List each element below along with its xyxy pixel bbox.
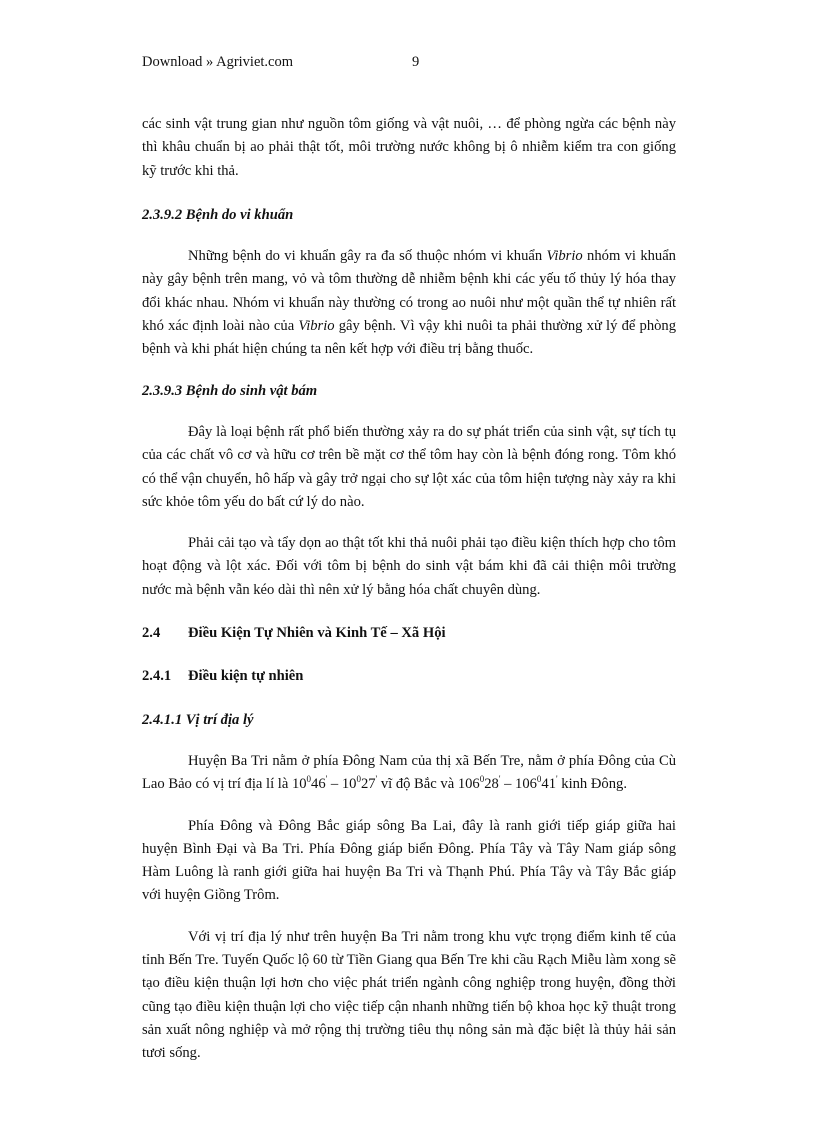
heading-2-3-9-2: 2.3.9.2 Bệnh do vi khuẩn	[142, 206, 294, 223]
paragraph-location	[142, 750, 676, 797]
species-name: Vibrio	[298, 318, 335, 335]
paragraph-borders: Phía Đông và Đông Bắc giáp sông Ba Lai, đây là ranh giới tiếp giáp giữa hai huyện Bình Đại và Ba Tri. Phía Đông giáp biển Đông. Phía Tây và Tây Nam giáp sông Hàm Luông là ranh giới giữa hai huyện Ba Tri và Thạnh Phú. Phía Tây và Tây Bắc giáp với huyện Giồng Trôm.	[142, 817, 676, 904]
heading-2-4	[142, 622, 676, 645]
text-run: gây bệnh. Vì vậy khi nuôi ta phải thường xử lý để phòng bệnh và khi phát hiện chúng ta nên kết hợp với điều trị bằng thuốc.	[142, 318, 677, 358]
heading-2-4-1	[142, 665, 676, 688]
paragraph-fouling-a: Đây là loại bệnh rất phổ biến thường xảy ra do sự phát triển của sinh vật, sự tích tụ của các chất vô cơ và hữu cơ trên bề mặt cơ thể tôm hay còn là bệnh đóng rong. Tôm khó có thể vận chuyển, hô hấp và gây trở ngại cho sự lột xác của tôm hiện tượng này xảy ra khi sức khỏe tôm yếu do bất cứ lý do nào.	[142, 423, 676, 510]
species-name: Vibrio	[546, 248, 583, 265]
heading-2-4-1-1: 2.4.1.1 Vị trí địa lý	[142, 711, 254, 728]
paragraph-intro: các sinh vật trung gian như nguồn tôm giống và vật nuôi, … để phòng ngừa các bệnh này thì khâu chuẩn bị ao phải thật tốt, môi trường nước không bị ô nhiễm kiểm tra con giống kỹ trước khi thả.	[142, 116, 676, 179]
text-run: – 106	[500, 776, 537, 793]
page-content	[142, 113, 676, 1084]
text-run: Huyện Ba Tri nằm ở phía Đông Nam của thị xã Bến Tre, nằm ở phía Đông của Cù Lao Bảo có vị trí địa lí là 10	[142, 752, 676, 793]
header-source: Download » Agriviet.com	[142, 54, 294, 70]
text-run: nhóm vi khuẩn này gây bệnh trên mang, vỏ và tôm thường dễ nhiễm bệnh khi các yếu tố thủy lý hóa thay đổi khác nhau. Nhóm vi khuẩn này thường có trong ao nuôi như một quần thể tự nhiên rất khó xác định loài nào của	[142, 248, 676, 335]
section-number: 2.4.1	[142, 668, 172, 685]
text-run: 28	[484, 776, 499, 793]
text-run: 27	[360, 776, 376, 793]
degree-sup: 0	[306, 774, 312, 785]
section-title: Điều Kiện Tự Nhiên và Kinh Tế – Xã Hội	[188, 625, 446, 642]
degree-sup: 0	[536, 774, 542, 785]
degree-sup: 0	[479, 774, 485, 785]
page-header	[142, 52, 672, 72]
text-run: Những bệnh do vi khuẩn gây ra đa số thuộc nhóm vi khuẩn	[188, 248, 547, 265]
paragraph-fouling-b: Phải cải tạo và tẩy dọn ao thật tốt khi thả nuôi phải tạo điều kiện thích hợp cho tôm hoạt động và lột xác. Đối với tôm bị bệnh do sinh vật bám khi đã cải thiện môi trường nước mà bệnh vẫn kéo dài thì nên xử lý bằng hóa chất chuyên dùng.	[142, 535, 676, 598]
page-number: 9	[412, 54, 420, 70]
text-run: vĩ độ Bắc và 106	[377, 776, 480, 793]
text-run: kinh Đông.	[557, 776, 627, 793]
paragraph-bacteria	[142, 245, 676, 361]
section-number: 2.4	[142, 625, 161, 642]
section-title: Điều kiện tự nhiên	[188, 668, 304, 685]
paragraph-economy: Với vị trí địa lý như trên huyện Ba Tri nằm trong khu vực trọng điểm kinh tế của tỉnh Bến Tre. Tuyến Quốc lộ 60 từ Tiền Giang qua Bến Tre khi cầu Rạch Miễu làm xong sẽ tạo điều kiện thuận lợi hơn cho việc phát triển ngành công nghiệp trong huyện, đồng thời cũng tạo điều kiện thuận lợi cho việc tiếp cận nhanh những tiến bộ khoa học kỹ thuật trong sản xuất nông nghiệp và mở rộng thị trường tiêu thụ nông sản mà đặc biệt là thủy hải sản tươi sống.	[142, 928, 676, 1062]
text-run: 46	[311, 776, 326, 793]
prime-sup: '	[498, 774, 501, 785]
prime-sup: '	[556, 774, 558, 785]
heading-2-3-9-3: 2.3.9.3 Bệnh do sinh vật bám	[142, 382, 318, 399]
prime-sup: '	[325, 774, 328, 785]
prime-sup: '	[375, 774, 378, 785]
text-run: 41	[541, 776, 557, 793]
text-run: – 10	[327, 776, 357, 793]
degree-sup: 0	[356, 774, 361, 785]
